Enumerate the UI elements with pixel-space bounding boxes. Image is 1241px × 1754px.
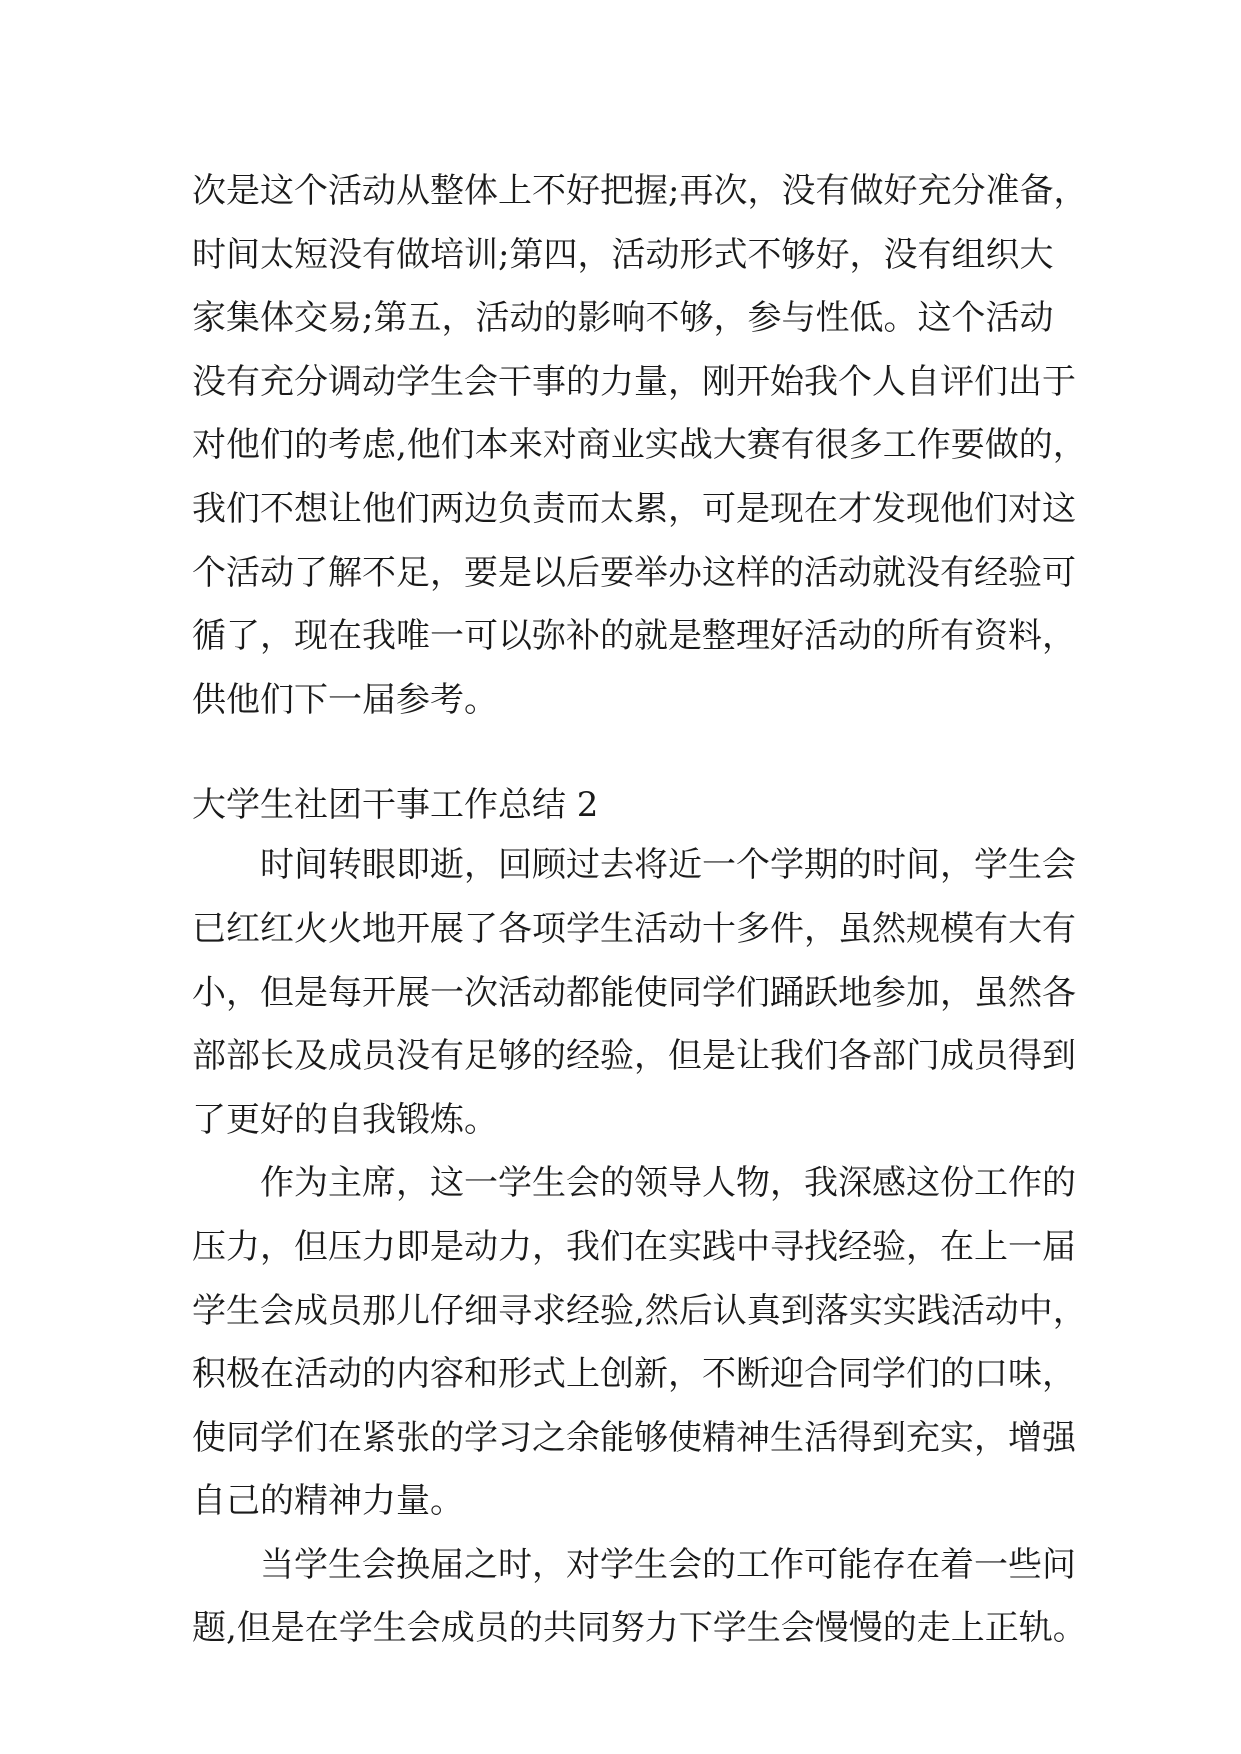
text-line: 了更好的自我锻炼。	[192, 1099, 498, 1140]
text-line: 我们不想让他们两边负责而太累，可是现在才发现他们对这	[192, 488, 1076, 529]
text-line: 时间转眼即逝，回顾过去将近一个学期的时间，学生会	[192, 845, 1076, 886]
text-line: 压力，但压力即是动力，我们在实践中寻找经验，在上一届	[192, 1226, 1076, 1267]
text-line: 小，但是每开展一次活动都能使同学们踊跃地参加，虽然各	[192, 972, 1076, 1013]
text-line: 部部长及成员没有足够的经验，但是让我们各部门成员得到	[192, 1036, 1076, 1077]
text-line: 作为主席，这一学生会的领导人物，我深感这份工作的	[192, 1163, 1076, 1204]
text-line: 次是这个活动从整体上不好把握;再次，没有做好充分准备，	[192, 171, 1088, 211]
text-line: 学生会成员那儿仔细寻求经验,然后认真到落实实践活动中，	[192, 1290, 1087, 1331]
text-line: 时间太短没有做培训;第四，活动形式不够好，没有组织大	[192, 234, 1054, 275]
text-line: 对他们的考虑,他们本来对商业实战大赛有很多工作要做的，	[192, 425, 1087, 466]
text-line: 使同学们在紧张的学习之余能够使精神生活得到充实，增强	[192, 1417, 1076, 1458]
text-line: 个活动了解不足，要是以后要举办这样的活动就没有经验可	[192, 552, 1076, 593]
document-body	[192, 160, 1088, 1661]
text-line: 自己的精神力量。	[192, 1481, 464, 1522]
text-line: 供他们下一届参考。	[192, 679, 498, 720]
section-title: 大学生社团干事工作总结 2	[192, 785, 599, 826]
text-line: 题,但是在学生会成员的共同努力下学生会慢慢的走上正轨。	[192, 1608, 1087, 1649]
text-line: 循了，现在我唯一可以弥补的就是整理好活动的所有资料，	[192, 616, 1076, 657]
text-line: 已红红火火地开展了各项学生活动十多件，虽然规模有大有	[192, 908, 1076, 949]
section-gap	[192, 732, 1047, 776]
paragraph-3	[192, 1534, 1087, 1661]
paragraph-2	[192, 1152, 1087, 1534]
text-line: 没有充分调动学生会干事的力量，刚开始我个人自评们出于	[192, 361, 1076, 402]
paragraph-1	[192, 834, 1076, 1152]
paragraph-continuation	[192, 160, 1088, 732]
text-line: 家集体交易;第五，活动的影响不够，参与性低。这个活动	[192, 298, 1054, 339]
text-line: 积极在活动的内容和形式上创新，不断迎合同学们的口味，	[192, 1354, 1076, 1395]
text-line: 当学生会换届之时，对学生会的工作可能存在着一些问	[192, 1544, 1076, 1585]
